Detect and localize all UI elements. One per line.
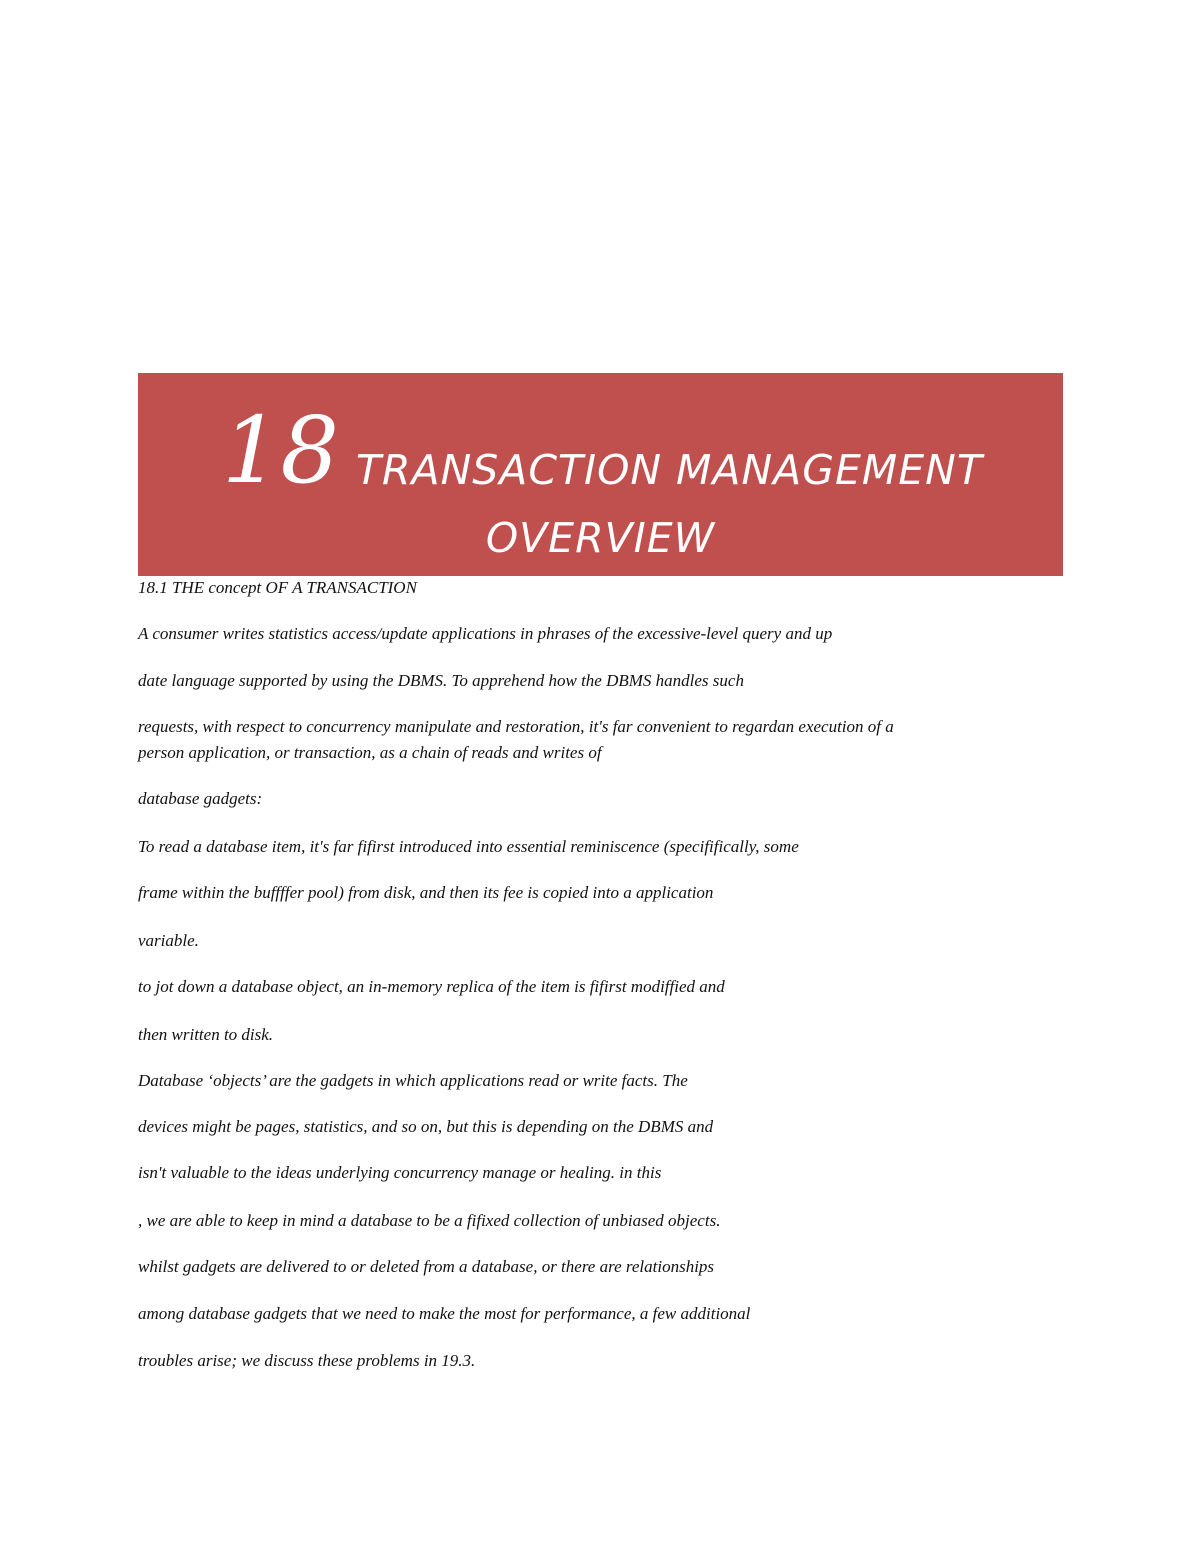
body-line: to jot down a database object, an in-memory replica of the item is fifirst modiffied and [138, 977, 725, 996]
body-line: among database gadgets that we need to make the most for performance, a few additional [138, 1304, 751, 1323]
body-line: database gadgets: [138, 789, 263, 808]
body-line: A consumer writes statistics access/update applications in phrases of the excessive-level query and up [138, 624, 833, 643]
body-line: whilst gadgets are delivered to or deleted from a database, or there are relationships [138, 1257, 715, 1276]
body-line: To read a database item, it's far fifirst introduced into essential reminiscence (specififically, some [138, 837, 799, 856]
body-line: then written to disk. [138, 1025, 274, 1044]
body-line: requests, with respect to concurrency manipulate and restoration, it's far convenient to regardan execution of a [138, 717, 894, 736]
chapter-title-line-1: TRANSACTION MANAGEMENT [356, 446, 983, 494]
body-line: Database ‘objects’ are the gadgets in which applications read or write facts. The [138, 1071, 688, 1090]
body-line: , we are able to keep in mind a database to be a fifixed collection of unbiased objects. [138, 1211, 721, 1230]
chapter-banner [138, 373, 1063, 576]
chapter-title-line-2: OVERVIEW [485, 514, 716, 562]
section-heading: 18.1 THE concept OF A TRANSACTION [138, 578, 417, 597]
body-line: isn't valuable to the ideas underlying concurrency manage or healing. in this [138, 1163, 662, 1182]
chapter-number: 18 [222, 397, 340, 504]
body-line: variable. [138, 931, 199, 950]
body-line: frame within the buffffer pool) from disk, and then its fee is copied into a application [138, 883, 714, 902]
body-line: troubles arise; we discuss these problems in 19.3. [138, 1351, 476, 1370]
body-line: date language supported by using the DBMS. To apprehend how the DBMS handles such [138, 671, 744, 690]
body-line: devices might be pages, statistics, and so on, but this is depending on the DBMS and [138, 1117, 714, 1136]
body-line: person application, or transaction, as a chain of reads and writes of [138, 743, 602, 762]
